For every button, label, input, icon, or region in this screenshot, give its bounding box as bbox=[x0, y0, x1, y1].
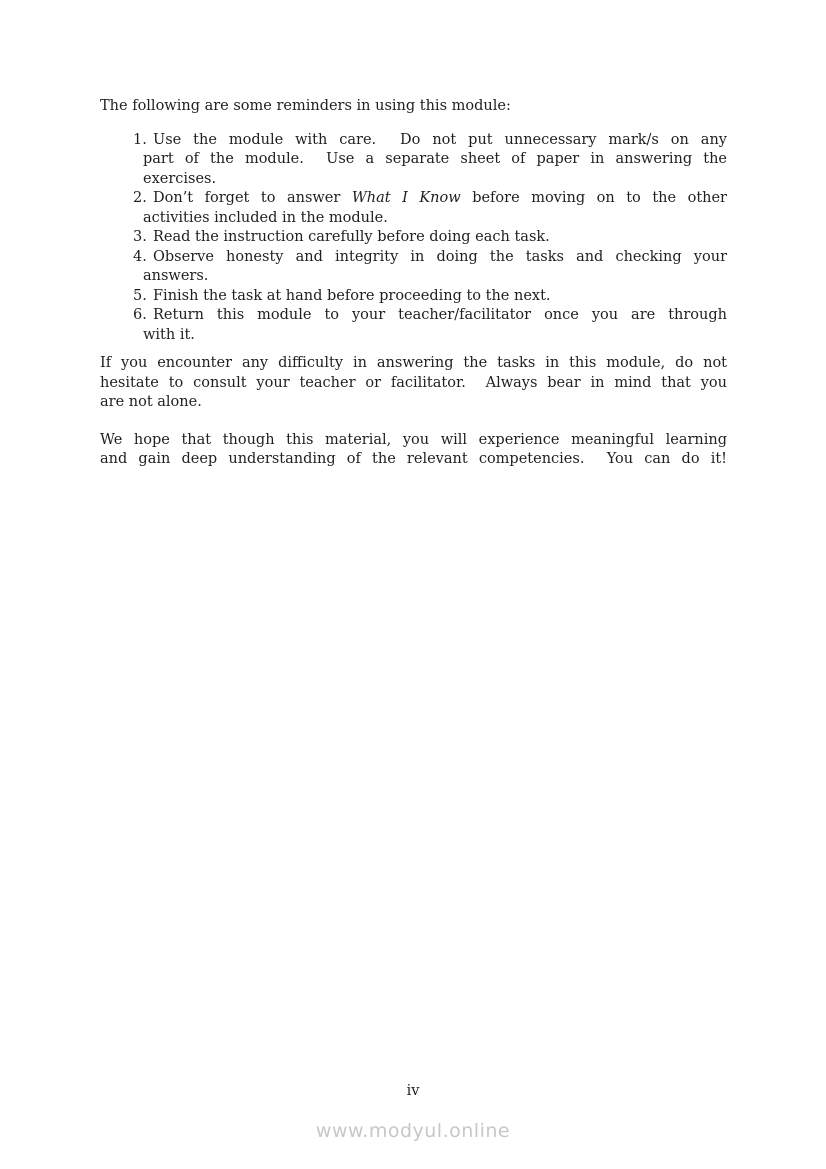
list-item bbox=[100, 228, 727, 248]
list-item-number: 6. bbox=[133, 307, 147, 323]
list-item-line: Read the instruction carefully before doing each task. bbox=[153, 229, 550, 245]
list-item-text: Don’t forget to answer bbox=[153, 190, 352, 206]
list-item-line bbox=[143, 189, 727, 209]
italic-phrase: What I Know bbox=[351, 190, 461, 206]
list-item bbox=[100, 189, 727, 228]
hope-paragraph bbox=[100, 431, 727, 470]
paragraph-line: We hope that though this material, you will experience meaningful learning bbox=[100, 431, 727, 448]
list-item-line: activities included in the module. bbox=[143, 209, 388, 226]
list-item-line: Finish the task at hand before proceeding to the next. bbox=[153, 287, 551, 304]
list-item-line: answers. bbox=[143, 268, 209, 284]
list-item-line: with it. bbox=[143, 326, 195, 343]
list-item bbox=[100, 248, 727, 287]
list-item-line: Return this module to your teacher/facilitator once you are through bbox=[153, 307, 727, 323]
list-item-line: exercises. bbox=[143, 170, 217, 187]
paragraph-line: are not alone. bbox=[100, 394, 202, 410]
list-item-line: Observe honesty and integrity in doing the tasks and checking your bbox=[153, 248, 727, 265]
list-item-number: 2. bbox=[133, 190, 147, 206]
list-item-number: 3. bbox=[133, 229, 147, 245]
support-paragraph bbox=[100, 354, 727, 413]
list-item-line: Use the module with care. Do not put unnecessary mark/s on any bbox=[153, 131, 727, 148]
list-item-line: part of the module. Use a separate sheet of paper in answering the bbox=[143, 151, 727, 167]
intro-paragraph: The following are some reminders in using this module: bbox=[100, 98, 511, 114]
reminders-list bbox=[100, 131, 727, 346]
list-item bbox=[100, 287, 727, 307]
paragraph-line: hesitate to consult your teacher or facilitator. Always bear in mind that you bbox=[100, 374, 727, 391]
watermark: www.modyul.online bbox=[315, 1120, 511, 1142]
list-item-number: 4. bbox=[133, 248, 147, 265]
list-item bbox=[100, 131, 727, 190]
list-item-text: before moving on to the other bbox=[460, 190, 727, 206]
list-item bbox=[100, 306, 727, 345]
page-content bbox=[100, 97, 727, 470]
paragraph-line: and gain deep understanding of the relevant competencies. You can do it! bbox=[100, 451, 727, 467]
paragraph-line: If you encounter any difficulty in answering the tasks in this module, do not bbox=[100, 355, 727, 371]
list-item-number: 5. bbox=[133, 287, 147, 304]
page-number: iv bbox=[406, 1083, 420, 1099]
list-item-number: 1. bbox=[133, 131, 147, 148]
